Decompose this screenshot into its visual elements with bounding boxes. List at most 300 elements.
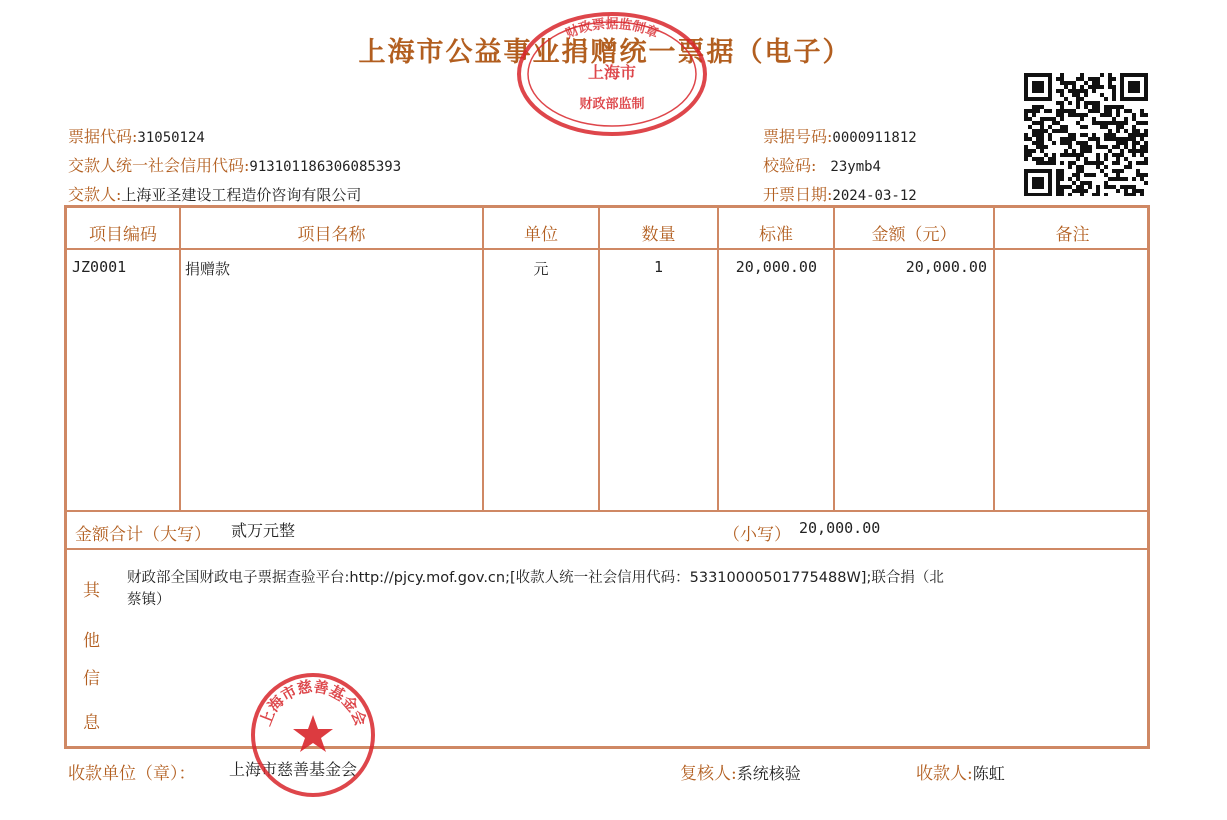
charity-seal	[249, 671, 377, 799]
qr-module	[1024, 117, 1028, 121]
qr-module	[1040, 137, 1044, 141]
qr-module	[1116, 169, 1120, 173]
qr-module	[1144, 133, 1148, 137]
qr-module	[1080, 165, 1084, 169]
qr-module	[1128, 161, 1132, 165]
qr-module	[1096, 121, 1100, 125]
qr-module	[1112, 89, 1116, 93]
qr-module	[1080, 89, 1084, 93]
other-info-line-1: 财政部全国财政电子票据查验平台:http://pjcy.mof.gov.cn;[收款人统一社会信用代码：53310000501775488W];联合捐（北	[127, 570, 944, 586]
qr-module	[1084, 125, 1088, 129]
check-code-value: 23ymb4	[830, 159, 881, 175]
reviewer-value: 系统核验	[736, 764, 801, 783]
qr-module	[1032, 113, 1036, 117]
payer-value: 上海亚圣建设工程造价咨询有限公司	[121, 186, 362, 204]
qr-module	[1096, 185, 1100, 189]
qr-module	[1088, 77, 1092, 81]
qr-module	[1144, 121, 1148, 125]
qr-module	[1144, 173, 1148, 177]
row1-standard: 20,000.00	[735, 258, 817, 276]
qr-module	[1060, 137, 1064, 141]
qr-module	[1116, 173, 1120, 177]
qr-module	[1052, 141, 1056, 145]
qr-module	[1064, 129, 1068, 133]
qr-module	[1096, 157, 1100, 161]
qr-module	[1124, 145, 1128, 149]
payer-credit-label: 交款人统一社会信用代码:	[68, 156, 250, 175]
qr-module	[1096, 109, 1100, 113]
qr-module	[1052, 121, 1056, 125]
qr-module	[1092, 161, 1096, 165]
qr-module	[1088, 173, 1092, 177]
qr-module	[1088, 145, 1092, 149]
qr-module	[1040, 129, 1044, 133]
qr-module	[1104, 125, 1108, 129]
qr-module	[1108, 77, 1112, 81]
qr-module	[1024, 109, 1028, 113]
qr-module	[1120, 121, 1124, 125]
qr-module	[1056, 181, 1060, 185]
qr-module	[1060, 193, 1064, 196]
qr-module	[1028, 149, 1032, 153]
star-icon	[293, 715, 333, 752]
invoice-table-frame	[64, 205, 1150, 749]
qr-module	[1064, 185, 1068, 189]
qr-module	[1128, 185, 1132, 189]
qr-module	[1028, 125, 1032, 129]
qr-finder-pattern	[1128, 81, 1140, 93]
qr-module	[1072, 181, 1076, 185]
qr-module	[1060, 153, 1064, 157]
qr-module	[1036, 157, 1040, 161]
qr-module	[1100, 169, 1104, 173]
qr-module	[1112, 185, 1116, 189]
qr-module	[1068, 145, 1072, 149]
qr-module	[1072, 89, 1076, 93]
finance-seal-arc-text: 财政票据监制章	[563, 17, 661, 42]
qr-module	[1144, 161, 1148, 165]
other-info-line-2: 蔡镇）	[127, 592, 171, 608]
qr-module	[1060, 177, 1064, 181]
qr-module	[1072, 161, 1076, 165]
qr-module	[1096, 101, 1100, 105]
qr-module	[1128, 165, 1132, 169]
qr-module	[1064, 81, 1068, 85]
qr-module	[1104, 137, 1108, 141]
qr-module	[1040, 125, 1044, 129]
qr-module	[1108, 109, 1112, 113]
qr-module	[1084, 113, 1088, 117]
qr-module	[1060, 129, 1064, 133]
qr-module	[1088, 185, 1092, 189]
qr-module	[1120, 105, 1124, 109]
qr-module	[1132, 145, 1136, 149]
qr-module	[1076, 173, 1080, 177]
qr-module	[1056, 169, 1060, 173]
total-capital-value: 贰万元整	[231, 521, 296, 540]
qr-module	[1136, 161, 1140, 165]
qr-module	[1108, 85, 1112, 89]
qr-module	[1032, 133, 1036, 137]
qr-module	[1064, 149, 1068, 153]
qr-module	[1076, 165, 1080, 169]
qr-module	[1120, 137, 1124, 141]
qr-module	[1040, 141, 1044, 145]
qr-module	[1096, 81, 1100, 85]
qr-module	[1136, 149, 1140, 153]
qr-module	[1124, 141, 1128, 145]
qr-module	[1140, 149, 1144, 153]
qr-module	[1132, 113, 1136, 117]
qr-module	[1112, 169, 1116, 173]
qr-module	[1084, 89, 1088, 93]
qr-module	[1104, 145, 1108, 149]
other-info-label-4: 息	[83, 713, 100, 733]
qr-module	[1112, 117, 1116, 121]
other-info-label-2: 他	[83, 631, 100, 651]
qr-module	[1124, 157, 1128, 161]
qr-module	[1076, 101, 1080, 105]
qr-module	[1052, 161, 1056, 165]
qr-module	[1060, 77, 1064, 81]
qr-module	[1076, 77, 1080, 81]
qr-module	[1120, 153, 1124, 157]
qr-module	[1096, 153, 1100, 157]
qr-module	[1080, 85, 1084, 89]
qr-module	[1132, 189, 1136, 193]
col-item-code: 项目编码	[89, 225, 157, 245]
qr-module	[1124, 129, 1128, 133]
qr-module	[1112, 153, 1116, 157]
qr-module	[1144, 181, 1148, 185]
qr-module	[1104, 181, 1108, 185]
qr-module	[1092, 77, 1096, 81]
qr-module	[1136, 173, 1140, 177]
other-info-label-3: 信	[83, 669, 100, 689]
qr-module	[1132, 117, 1136, 121]
qr-module	[1060, 113, 1064, 117]
qr-module	[1052, 117, 1056, 121]
qr-module	[1076, 153, 1080, 157]
qr-module	[1124, 137, 1128, 141]
qr-module	[1096, 189, 1100, 193]
qr-module	[1104, 109, 1108, 113]
qr-module	[1100, 73, 1104, 77]
finance-seal-bottom-text: 财政部监制	[579, 97, 645, 112]
qr-module	[1140, 113, 1144, 117]
qr-module	[1084, 157, 1088, 161]
payer-row	[68, 182, 361, 205]
qr-module	[1080, 133, 1084, 137]
qr-module	[1108, 185, 1112, 189]
qr-module	[1092, 137, 1096, 141]
qr-module	[1060, 161, 1064, 165]
qr-module	[1104, 97, 1108, 101]
qr-module	[1136, 189, 1140, 193]
qr-module	[1036, 145, 1040, 149]
qr-module	[1060, 173, 1064, 177]
qr-module	[1124, 185, 1128, 189]
qr-module	[1028, 109, 1032, 113]
qr-module	[1100, 121, 1104, 125]
qr-module	[1076, 169, 1080, 173]
col-amount: 金额（元）	[871, 225, 957, 245]
qr-module	[1056, 129, 1060, 133]
qr-module	[1060, 117, 1064, 121]
payer-label: 交款人:	[68, 185, 122, 204]
qr-module	[1116, 121, 1120, 125]
qr-module	[1136, 141, 1140, 145]
qr-module	[1068, 137, 1072, 141]
qr-module	[1028, 137, 1032, 141]
qr-module	[1052, 129, 1056, 133]
qr-module	[1040, 133, 1044, 137]
qr-module	[1084, 161, 1088, 165]
qr-module	[1132, 185, 1136, 189]
qr-module	[1108, 137, 1112, 141]
qr-module	[1112, 145, 1116, 149]
qr-module	[1072, 137, 1076, 141]
qr-module	[1040, 157, 1044, 161]
payer-credit-row	[68, 153, 401, 176]
total-small-value: 20,000.00	[799, 519, 881, 537]
qr-module	[1072, 85, 1076, 89]
finance-seal	[515, 10, 709, 138]
qr-module	[1056, 177, 1060, 181]
qr-module	[1068, 101, 1072, 105]
qr-module	[1056, 89, 1060, 93]
qr-module	[1064, 153, 1068, 157]
qr-module	[1116, 105, 1120, 109]
issue-date-label: 开票日期:	[763, 185, 833, 204]
qr-module	[1080, 189, 1084, 193]
qr-module	[1112, 85, 1116, 89]
invoice-code-label: 票据代码:	[68, 127, 138, 146]
qr-module	[1028, 153, 1032, 157]
qr-module	[1052, 157, 1056, 161]
reviewer-label: 复核人:	[680, 764, 737, 784]
row1-item-name: 捐赠款	[185, 260, 231, 278]
qr-module	[1068, 109, 1072, 113]
qr-module	[1112, 97, 1116, 101]
qr-module	[1116, 157, 1120, 161]
qr-module	[1108, 129, 1112, 133]
qr-module	[1112, 105, 1116, 109]
total-capital-label: 金额合计（大写）	[75, 525, 211, 545]
qr-module	[1076, 105, 1080, 109]
qr-module	[1080, 113, 1084, 117]
qr-module	[1116, 141, 1120, 145]
qr-module	[1076, 141, 1080, 145]
qr-module	[1108, 133, 1112, 137]
qr-module	[1116, 137, 1120, 141]
qr-module	[1128, 193, 1132, 196]
qr-module	[1112, 93, 1116, 97]
qr-module	[1124, 117, 1128, 121]
qr-module	[1108, 105, 1112, 109]
qr-module	[1116, 113, 1120, 117]
qr-finder-pattern	[1032, 177, 1044, 189]
qr-module	[1120, 125, 1124, 129]
qr-module	[1128, 137, 1132, 141]
qr-module	[1136, 133, 1140, 137]
qr-module	[1052, 153, 1056, 157]
qr-module	[1064, 141, 1068, 145]
qr-module	[1036, 141, 1040, 145]
qr-module	[1088, 85, 1092, 89]
qr-module	[1128, 133, 1132, 137]
document-title: 上海市公益事业捐赠统一票据（电子）	[358, 37, 852, 68]
qr-module	[1060, 93, 1064, 97]
qr-module	[1060, 73, 1064, 77]
qr-module	[1120, 141, 1124, 145]
qr-module	[1056, 77, 1060, 81]
qr-module	[1140, 173, 1144, 177]
qr-module	[1108, 81, 1112, 85]
payee-unit-value: 上海市慈善基金会	[229, 760, 358, 779]
qr-module	[1088, 101, 1092, 105]
qr-module	[1040, 121, 1044, 125]
qr-module	[1112, 137, 1116, 141]
qr-module	[1080, 181, 1084, 185]
qr-module	[1072, 109, 1076, 113]
qr-module	[1076, 121, 1080, 125]
qr-module	[1072, 173, 1076, 177]
qr-module	[1140, 153, 1144, 157]
qr-module	[1060, 189, 1064, 193]
qr-module	[1088, 109, 1092, 113]
qr-module	[1140, 133, 1144, 137]
qr-module	[1092, 89, 1096, 93]
qr-module	[1080, 97, 1084, 101]
qr-module	[1056, 121, 1060, 125]
qr-module	[1104, 173, 1108, 177]
qr-module	[1048, 133, 1052, 137]
qr-module	[1072, 149, 1076, 153]
check-code-label: 校验码:	[763, 156, 817, 175]
invoice-code-row	[68, 124, 205, 147]
qr-module	[1084, 173, 1088, 177]
qr-module	[1072, 81, 1076, 85]
qr-module	[1068, 165, 1072, 169]
qr-module	[1140, 121, 1144, 125]
qr-module	[1072, 133, 1076, 137]
invoice-number-label: 票据号码:	[763, 127, 833, 146]
qr-module	[1076, 93, 1080, 97]
qr-module	[1104, 113, 1108, 117]
qr-module	[1080, 149, 1084, 153]
qr-module	[1064, 97, 1068, 101]
qr-module	[1116, 177, 1120, 181]
qr-module	[1132, 125, 1136, 129]
qr-module	[1140, 189, 1144, 193]
total-small-label: （小写）	[723, 525, 791, 545]
qr-module	[1044, 109, 1048, 113]
qr-module	[1068, 153, 1072, 157]
qr-module	[1080, 169, 1084, 173]
qr-module	[1060, 105, 1064, 109]
qr-module	[1112, 77, 1116, 81]
qr-module	[1096, 137, 1100, 141]
qr-module	[1092, 85, 1096, 89]
qr-module	[1084, 189, 1088, 193]
row1-amount: 20,000.00	[905, 258, 987, 276]
qr-module	[1132, 149, 1136, 153]
payer-credit-value: 913101186306085393	[249, 159, 402, 175]
qr-module	[1100, 113, 1104, 117]
qr-module	[1060, 101, 1064, 105]
col-item-name: 项目名称	[297, 225, 366, 245]
qr-module	[1104, 193, 1108, 196]
qr-module	[1060, 109, 1064, 113]
qr-module	[1068, 193, 1072, 196]
qr-module	[1092, 133, 1096, 137]
qr-module	[1040, 105, 1044, 109]
qr-module	[1036, 129, 1040, 133]
invoice-code-value: 31050124	[137, 130, 205, 146]
payee-row	[916, 759, 1005, 784]
qr-module	[1084, 105, 1088, 109]
qr-module	[1032, 141, 1036, 145]
qr-module	[1024, 149, 1028, 153]
qr-module	[1108, 149, 1112, 153]
qr-module	[1084, 149, 1088, 153]
qr-module	[1068, 185, 1072, 189]
qr-module	[1068, 81, 1072, 85]
qr-module	[1080, 125, 1084, 129]
qr-module	[1128, 109, 1132, 113]
qr-module	[1076, 189, 1080, 193]
qr-module	[1084, 81, 1088, 85]
col-quantity: 数量	[641, 225, 676, 245]
qr-module	[1084, 141, 1088, 145]
qr-module	[1140, 109, 1144, 113]
qr-module	[1088, 181, 1092, 185]
qr-module	[1120, 177, 1124, 181]
qr-module	[1080, 73, 1084, 77]
qr-module	[1032, 105, 1036, 109]
qr-module	[1072, 153, 1076, 157]
qr-module	[1080, 185, 1084, 189]
qr-module	[1096, 161, 1100, 165]
qr-module	[1080, 193, 1084, 196]
qr-module	[1080, 153, 1084, 157]
qr-module	[1120, 185, 1124, 189]
qr-module	[1096, 165, 1100, 169]
qr-module	[1036, 105, 1040, 109]
qr-module	[1092, 193, 1096, 196]
qr-module	[1096, 141, 1100, 145]
qr-module	[1092, 121, 1096, 125]
qr-module	[1140, 137, 1144, 141]
qr-module	[1140, 193, 1144, 196]
qr-module	[1140, 161, 1144, 165]
qr-module	[1124, 177, 1128, 181]
qr-module	[1144, 141, 1148, 145]
qr-module	[1140, 145, 1144, 149]
qr-module	[1056, 113, 1060, 117]
qr-module	[1132, 137, 1136, 141]
qr-module	[1040, 145, 1044, 149]
qr-module	[1076, 97, 1080, 101]
qr-module	[1032, 129, 1036, 133]
qr-module	[1044, 117, 1048, 121]
payee-unit-row	[68, 759, 196, 784]
qr-module	[1124, 109, 1128, 113]
qr-module	[1084, 145, 1088, 149]
qr-module	[1048, 109, 1052, 113]
qr-module	[1080, 117, 1084, 121]
